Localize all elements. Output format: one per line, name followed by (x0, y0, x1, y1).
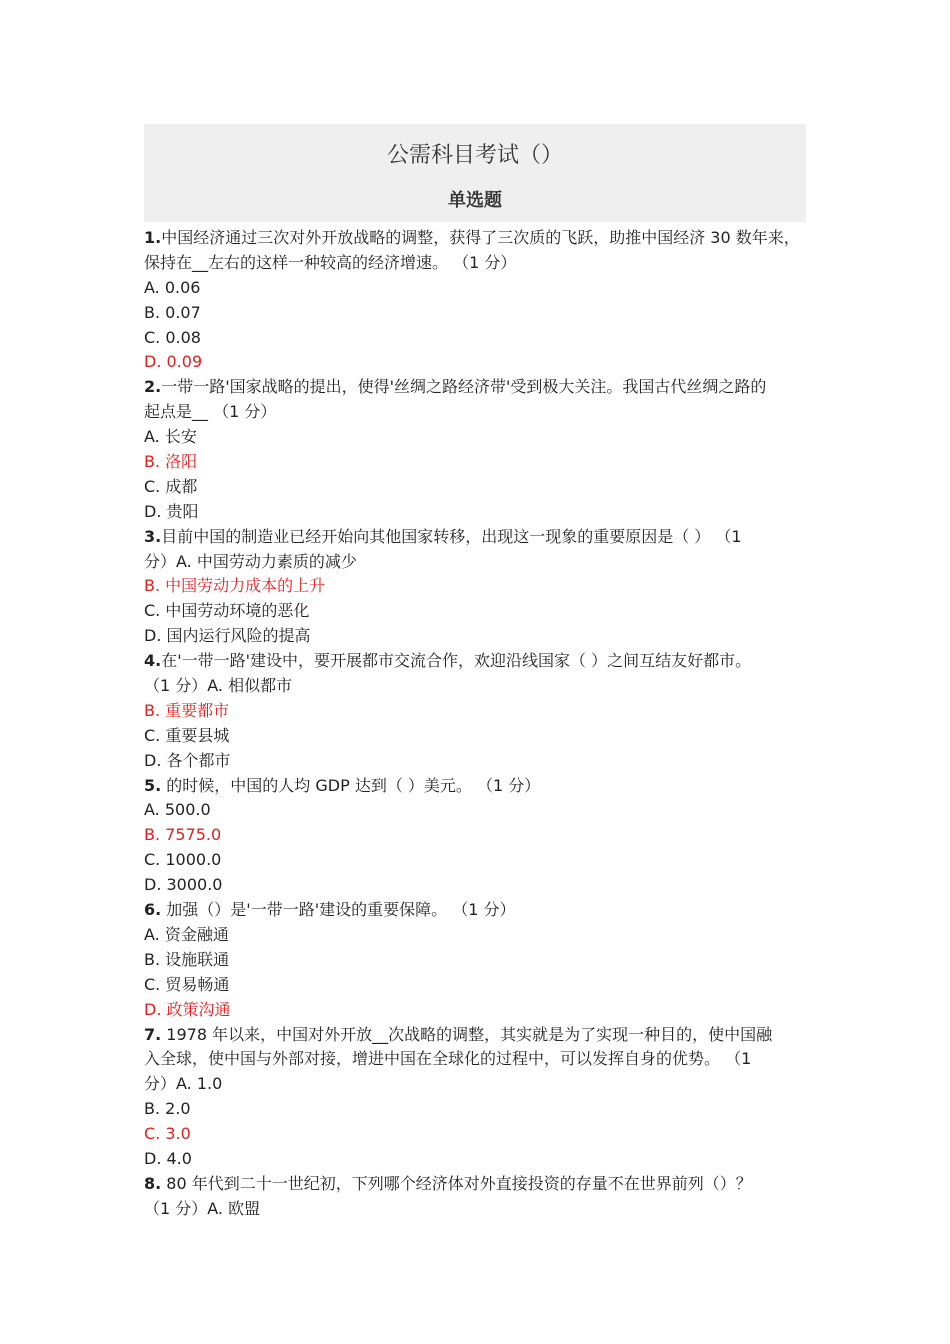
question-number: 8. (144, 1173, 162, 1193)
option-a: A. 500.0 (144, 800, 211, 820)
section-title: 单选题 (448, 190, 502, 211)
option-b-correct: B. 重要都市 (144, 700, 230, 720)
option-b-correct: B. 7575.0 (144, 825, 222, 845)
option-d: D. 国内运行风险的提高 (144, 626, 311, 646)
option-c-correct: C. 3.0 (144, 1124, 191, 1144)
question-text-line: 分）A. 1.0 (144, 1074, 223, 1094)
option-b: B. 0.07 (144, 302, 201, 322)
question-number: 7. (144, 1024, 162, 1044)
question-4 (144, 649, 806, 773)
option-d: D. 贵阳 (144, 501, 199, 521)
option-b-correct: B. 洛阳 (144, 452, 198, 472)
question-5 (144, 774, 806, 898)
question-text-line: 入全球，使中国与外部对接，增进中国在全球化的过程中，可以发挥自身的优势。 （1 (144, 1049, 752, 1069)
question-number: 1. (144, 228, 162, 247)
option-c: C. 成都 (144, 476, 198, 496)
page-title: 公需科目考试（） (386, 143, 563, 168)
question-text-line: 3.目前中国的制造业已经开始向其他国家转移，出现这一现象的重要原因是（ ） （1 (144, 526, 742, 546)
question-text-line: 8. 80 年代到二十一世纪初，下列哪个经济体对外直接投资的存量不在世界前列（）？ (144, 1173, 752, 1193)
option-c: C. 中国劳动环境的恶化 (144, 601, 310, 621)
question-number: 5. (144, 775, 162, 795)
question-number: 2. (144, 377, 162, 397)
question-7 (144, 1023, 806, 1172)
option-a: A. 资金融通 (144, 924, 229, 944)
question-1 (144, 226, 806, 375)
option-d: D. 3000.0 (144, 875, 223, 895)
option-d-correct: D. 政策沟通 (144, 999, 231, 1019)
option-c: C. 0.08 (144, 327, 201, 347)
option-a: A. 长安 (144, 427, 197, 447)
question-text-line: 2.一带一路'国家战略的提出，使得'丝绸之路经济带'受到极大关注。我国古代丝绸之路的 (144, 377, 767, 397)
question-text-line: （1 分）A. 欧盟 (144, 1198, 261, 1218)
question-number: 6. (144, 900, 162, 920)
question-2 (144, 375, 806, 524)
question-text-line: 分）A. 中国劳动力素质的减少 (144, 551, 357, 571)
question-text-line: 7. 1978 年以来，中国对外开放__次战略的调整，其实就是为了实现一种目的，使中国融 (144, 1024, 773, 1044)
question-6 (144, 898, 806, 1022)
option-c: C. 贸易畅通 (144, 974, 230, 994)
question-number: 3. (144, 526, 162, 546)
question-text-line: 5. 的时候，中国的人均 GDP 达到（ ）美元。 （1 分） (144, 775, 541, 795)
question-text-line: 4.在'一带一路'建设中，要开展都市交流合作，欢迎沿线国家（ ）之间互结友好都市。 (144, 651, 752, 671)
question-8 (144, 1172, 806, 1222)
option-a: A. 0.06 (144, 277, 201, 297)
question-text-line: 6. 加强（）是'一带一路'建设的重要保障。 （1 分） (144, 900, 516, 920)
option-b: B. 设施联通 (144, 949, 230, 969)
option-d-correct: D. 0.09 (144, 352, 203, 372)
option-d: D. 各个都市 (144, 750, 231, 770)
option-d: D. 4.0 (144, 1148, 192, 1168)
option-c: C. 重要县城 (144, 725, 230, 745)
question-number: 4. (144, 651, 162, 671)
option-b-correct: B. 中国劳动力成本的上升 (144, 576, 326, 596)
question-text-line: （1 分）A. 相似都市 (144, 676, 293, 696)
question-text-line: 起点是__ （1 分） (144, 402, 277, 422)
question-text-line: 保持在__左右的这样一种较高的经济增速。 （1 分） (144, 252, 517, 272)
exam-header (144, 124, 806, 222)
option-c: C. 1000.0 (144, 850, 222, 870)
question-text-line: 1.中国经济通过三次对外开放战略的调整，获得了三次质的飞跃，助推中国经济 30 数年来， (144, 228, 800, 247)
question-3 (144, 525, 806, 649)
question-list (144, 226, 806, 1222)
option-b: B. 2.0 (144, 1099, 191, 1119)
